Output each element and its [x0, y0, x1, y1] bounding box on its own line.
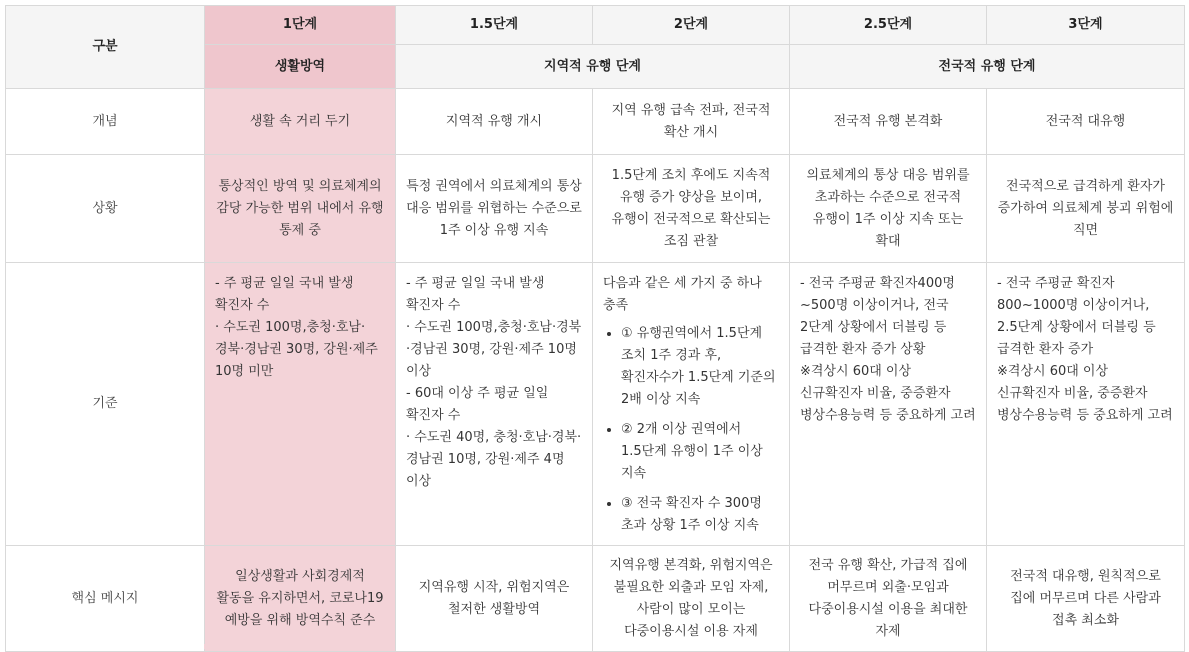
message-label: 핵심 메시지: [6, 546, 205, 652]
stage-1-header: 1단계: [205, 6, 396, 45]
concept-stage-2-5: 전국적 유행 본격화: [790, 89, 987, 155]
criteria-stage-1: [205, 263, 396, 546]
situation-label: 상황: [6, 155, 205, 263]
message-stage-3: 전국적 대유행, 원칙적으로 집에 머무르며 다른 사람과 접촉 최소화: [987, 546, 1185, 652]
concept-label: 개념: [6, 89, 205, 155]
criteria-text-line: - 전국 주평균 확진자 800~1000명 이상이거나, 2.5단계 상황에서 더블링 등 급격한 환자 증가: [997, 276, 1156, 357]
criteria-text-line: - 주 평균 일일 국내 발생 확진자 수: [215, 276, 354, 313]
stage-2-header: 2단계: [593, 6, 790, 45]
group-national-epidemic: 전국적 유행 단계: [790, 45, 1185, 89]
concept-row: [6, 89, 1185, 155]
criteria-bullet-list: [603, 323, 779, 537]
criteria-stage-1-5: [396, 263, 593, 546]
criteria-bullet-item: • ② 2개 이상 권역에서 1.5단계 유행이 1주 이상 지속: [621, 419, 779, 485]
criteria-text-line: · 수도권 100명,충청·호남·경북·경남권 30명, 강원·제주 10명 이상: [406, 320, 582, 379]
situation-row: [6, 155, 1185, 263]
concept-stage-1-5: 지역적 유행 개시: [396, 89, 593, 155]
criteria-text-line: - 전국 주평균 확진자400명~500명 이상이거나, 전국 2단계 상황에서 더블링 등 급격한 환자 증가 상황: [800, 276, 955, 357]
criteria-stage-2: [593, 263, 790, 546]
situation-stage-1-5: 특정 권역에서 의료체계의 통상 대응 범위를 위협하는 수준으로 1주 이상 유행 지속: [396, 155, 593, 263]
highlight-column-extension: [204, 644, 395, 649]
criteria-text-line: · 수도권 40명, 충청·호남·경북·경남권 10명, 강원·제주 4명 이상: [406, 430, 582, 489]
stage-header-row: [6, 6, 1185, 45]
criteria-text-line: · 수도권 100명,충청·호남·경북·경남권 30명, 강원·제주 10명 미만: [215, 320, 378, 379]
situation-stage-2: 1.5단계 조치 후에도 지속적 유행 증가 양상을 보이며, 유행이 전국적으로 확산되는 조짐 관찰: [593, 155, 790, 263]
situation-stage-1: 통상적인 방역 및 의료체계의 감당 가능한 범위 내에서 유행 통제 중: [205, 155, 396, 263]
criteria-label: 기준: [6, 263, 205, 546]
message-stage-1-5: 지역유행 시작, 위험지역은 철저한 생활방역: [396, 546, 593, 652]
situation-stage-3: 전국적으로 급격하게 환자가 증가하여 의료체계 붕괴 위험에 직면: [987, 155, 1185, 263]
message-row: [6, 546, 1185, 652]
criteria-text-line: ※격상시 60대 이상 신규확진자 비율, 중증환자 병상수용능력 등 중요하게 고려: [800, 364, 976, 423]
situation-stage-2-5: 의료체계의 통상 대응 범위를 초과하는 수준으로 전국적 유행이 1주 이상 지속 또는 확대: [790, 155, 987, 263]
group-regional-epidemic: 지역적 유행 단계: [396, 45, 790, 89]
stage-2-5-header: 2.5단계: [790, 6, 987, 45]
criteria-text-line: - 주 평균 일일 국내 발생 확진자 수: [406, 276, 545, 313]
message-stage-2: 지역유행 본격화, 위험지역은 불필요한 외출과 모임 자제, 사람이 많이 모이는 다중이용시설 이용 자제: [593, 546, 790, 652]
concept-stage-1: 생활 속 거리 두기: [205, 89, 396, 155]
group-living-quarantine: 생활방역: [205, 45, 396, 89]
criteria-stage-3: [987, 263, 1185, 546]
criteria-stage-2-5: [790, 263, 987, 546]
stage-3-header: 3단계: [987, 6, 1185, 45]
criteria-text-line: - 60대 이상 주 평균 일일 확진자 수: [406, 386, 549, 423]
criteria-bullet-item: • ① 유행권역에서 1.5단계 조치 1주 경과 후, 확진자수가 1.5단계 기준의 2배 이상 지속: [621, 323, 779, 411]
stage-1-5-header: 1.5단계: [396, 6, 593, 45]
distancing-stage-table: [5, 5, 1185, 652]
criteria-bullet-item: • ③ 전국 확진자 수 300명 초과 상황 1주 이상 지속: [621, 493, 779, 537]
criteria-text-line: ※격상시 60대 이상 신규확진자 비율, 중증환자 병상수용능력 등 중요하게 고려: [997, 364, 1173, 423]
concept-stage-3: 전국적 대유행: [987, 89, 1185, 155]
criteria-row: [6, 263, 1185, 546]
message-stage-1: 일상생활과 사회경제적 활동을 유지하면서, 코로나19 예방을 위해 방역수칙 준수: [205, 546, 396, 652]
criteria-intro: 다음과 같은 세 가지 중 하나 충족: [603, 276, 762, 313]
message-stage-2-5: 전국 유행 확산, 가급적 집에 머무르며 외출·모임과 다중이용시설 이용을 최대한 자제: [790, 546, 987, 652]
corner-header: 구분: [6, 6, 205, 89]
concept-stage-2: 지역 유행 급속 전파, 전국적 확산 개시: [593, 89, 790, 155]
